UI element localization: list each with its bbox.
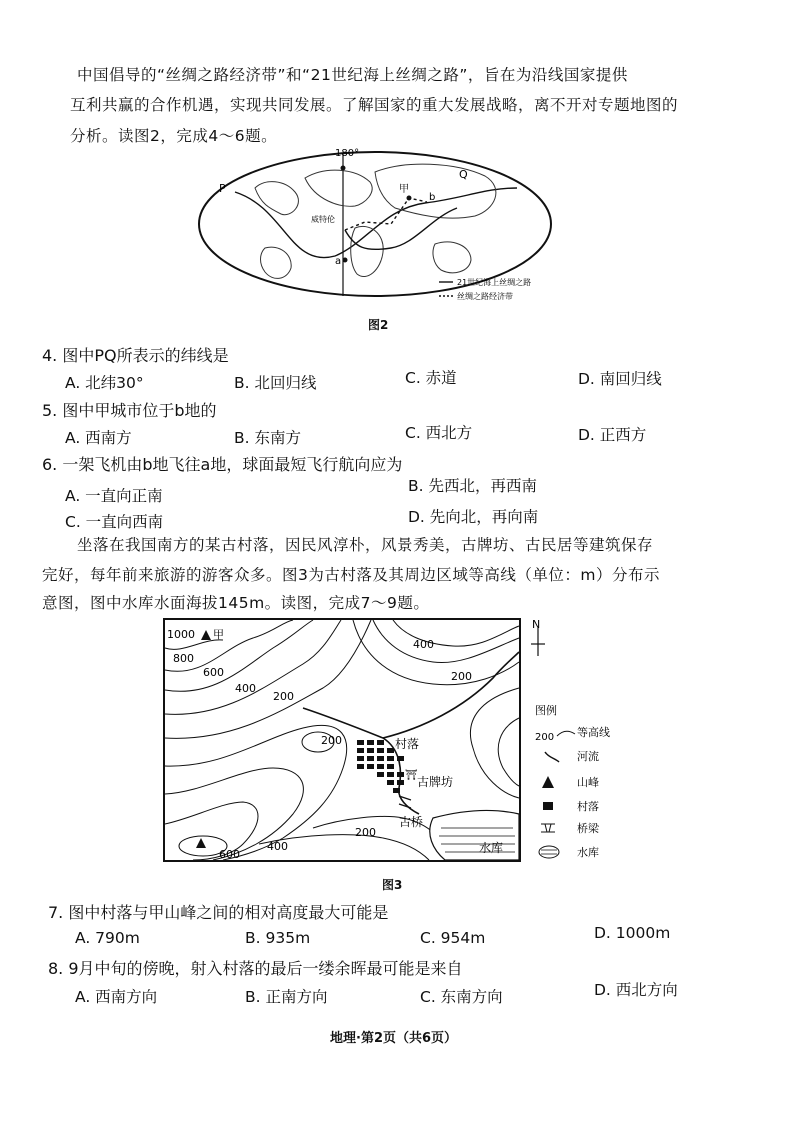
intro2-line1: 坐落在我国南方的某古村落，因民风淳朴，风景秀美，古牌坊、古民居等建筑保存: [77, 536, 654, 554]
contour-label-400-s: 400: [267, 840, 288, 853]
reservoir-label: 水库: [479, 841, 504, 855]
question-7-stem: 7. 图中村落与甲山峰之间的相对高度最大可能是: [48, 903, 389, 922]
figure-2-caption: 图2: [368, 318, 389, 332]
contour-label-600-sw: 600: [219, 848, 240, 861]
question-7-option-a[interactable]: A. 790m: [75, 929, 140, 947]
peak-elevation-label: 1000: [167, 628, 195, 641]
legend-village-label: 村落: [577, 800, 599, 813]
legend-reservoir-icon: [539, 846, 559, 858]
contour-label-200-ne: 200: [451, 670, 472, 683]
question-4-option-b[interactable]: B. 北回归线: [234, 374, 317, 392]
question-5-option-b[interactable]: B. 东南方: [234, 429, 301, 447]
question-4-option-a[interactable]: A. 北纬30°: [65, 374, 144, 392]
landmass-6: [261, 247, 292, 278]
legend-bridge-icon: [541, 824, 555, 832]
intro1-line1: 中国倡导的“丝绸之路经济带”和“21世纪海上丝绸之路”，旨在为沿线国家提供: [77, 66, 628, 84]
figure-2-world-map: [195, 148, 575, 308]
question-8-option-c[interactable]: C. 东南方向: [420, 988, 503, 1006]
label-180: 180°: [335, 148, 360, 159]
question-6-option-a[interactable]: A. 一直向正南: [65, 487, 163, 505]
question-7-option-c[interactable]: C. 954m: [420, 929, 486, 947]
peak-name-label: 甲: [213, 628, 224, 641]
legend-land-label: 丝绸之路经济带: [457, 292, 513, 301]
contour-label-800: 800: [173, 652, 194, 665]
label-jia: 甲: [399, 184, 409, 195]
figure-3-caption: 图3: [382, 878, 403, 892]
page-footer: 地理·第2页（共6页）: [330, 1031, 458, 1046]
legend-river-label: 河流: [577, 750, 599, 763]
north-label: N: [532, 618, 541, 631]
label-b: b: [429, 192, 436, 203]
contour-label-400: 400: [235, 682, 256, 695]
contour-label-400-ne: 400: [413, 638, 434, 651]
intro2-line3: 意图，图中水库水面海拔145m。读图，完成7～9题。: [42, 594, 430, 612]
question-5-stem: 5. 图中甲城市位于b地的: [42, 401, 217, 420]
question-8-option-b[interactable]: B. 正南方向: [245, 988, 328, 1006]
landmass-3: [375, 164, 496, 218]
silk-road-route: [345, 198, 427, 230]
label-q: Q: [459, 168, 468, 181]
intro1-line3: 分析。读图2，完成4～6题。: [70, 127, 278, 145]
contour-label-200: 200: [273, 690, 294, 703]
legend-title: 图例: [535, 704, 557, 717]
contour-label-200-closed: 200: [321, 734, 342, 747]
legend-contour-label: 等高线: [577, 726, 610, 739]
question-7-option-b[interactable]: B. 935m: [245, 929, 311, 947]
question-5-option-c[interactable]: C. 西北方: [405, 424, 473, 442]
maritime-route: [345, 208, 457, 249]
legend-contour-value: 200: [535, 732, 555, 743]
question-6-option-d[interactable]: D. 先向北，再向南: [408, 508, 539, 526]
reservoir-area: [430, 811, 519, 860]
question-5-option-a[interactable]: A. 西南方: [65, 429, 132, 447]
contour-label-600: 600: [203, 666, 224, 679]
landmass-1: [255, 182, 298, 215]
point-top-dot: [341, 166, 346, 171]
legend-peak-label: 山峰: [577, 776, 599, 789]
question-7-option-d[interactable]: D. 1000m: [594, 924, 671, 942]
legend-village-icon: [543, 802, 553, 810]
question-6-stem: 6. 一架飞机由b地飞往a地，球面最短飞行航向应为: [42, 455, 403, 474]
question-8-option-a[interactable]: A. 西南方向: [75, 988, 158, 1006]
question-4-option-d[interactable]: D. 南回归线: [578, 370, 662, 388]
question-8-stem: 8. 9月中旬的傍晚，射入村落的最后一缕余晖最可能是来自: [48, 959, 463, 978]
intro2-line2: 完好，每年前来旅游的游客众多。图3为古村落及其周边区域等高线（单位：m）分布示: [42, 566, 660, 584]
legend-bridge-label: 桥梁: [577, 822, 599, 835]
label-city: 威特伦: [311, 215, 335, 224]
legend-contour-swatch: [557, 731, 575, 736]
question-4-option-c[interactable]: C. 赤道: [405, 369, 457, 387]
legend-peak-icon: [542, 776, 554, 788]
point-a-dot: [343, 258, 348, 263]
question-8-option-d[interactable]: D. 西北方向: [594, 981, 678, 999]
legend-reservoir-label: 水库: [577, 846, 599, 859]
question-6-option-c[interactable]: C. 一直向西南: [65, 513, 164, 531]
question-4-stem: 4. 图中PQ所表示的纬线是: [42, 346, 229, 365]
archway-icon: ⛩: [405, 770, 418, 781]
village-label: 村落: [395, 737, 420, 751]
label-p: P: [219, 182, 226, 195]
archway-label: 古牌坊: [417, 775, 454, 789]
legend-sea-label: 21世纪海上丝绸之路: [457, 278, 532, 287]
contour-label-200-s: 200: [355, 826, 376, 839]
label-a: a: [335, 256, 342, 267]
question-5-option-d[interactable]: D. 正西方: [578, 426, 647, 444]
legend-river-icon: [545, 752, 559, 762]
city-jia-dot: [407, 196, 412, 201]
question-6-option-b[interactable]: B. 先西北，再西南: [408, 477, 537, 495]
figure-3-contour-map: [163, 618, 623, 864]
landmass-2: [305, 170, 372, 206]
bridge-label: 古桥: [399, 815, 424, 829]
intro1-line2: 互利共赢的合作机遇，实现共同发展。了解国家的重大发展战略，离不开对专题地图的: [70, 96, 679, 114]
landmass-5: [433, 242, 471, 273]
